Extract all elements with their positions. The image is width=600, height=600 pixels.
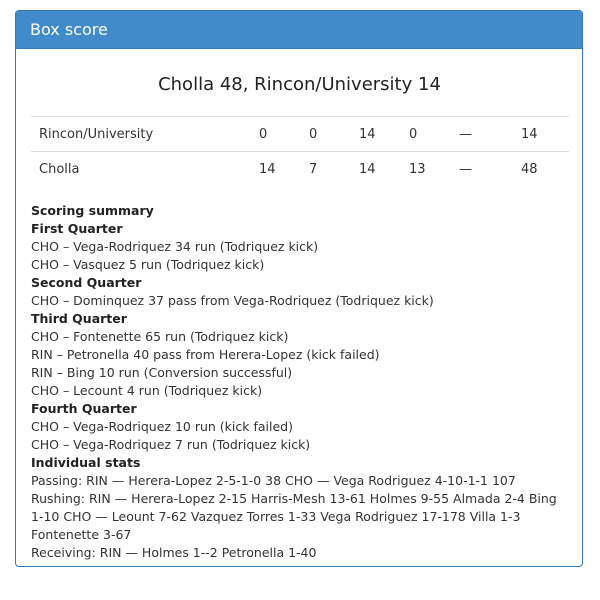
scoring-play: CHO – Fontenette 65 run (Todriquez kick): [31, 329, 289, 344]
rushing-stats: Rushing: RIN — Herera-Lopez 2-15 Harris-Mesh 13-61 Holmes 9-55 Almada 2-4 Bing 1-10 CHO — Leount 7-62 Vazquez Torres 1-33 Vega Rodriguez 17-178 Villa 1-3 Fontenette 3-67: [31, 491, 557, 542]
scoring-play: RIN – Petronella 40 pass from Herera-Lopez (kick failed): [31, 347, 380, 362]
receiving-stats: Receiving: RIN — Holmes 1--2 Petronella 1-40: [31, 545, 317, 560]
quarter-4-score: 0: [409, 126, 418, 142]
quarter-3-score: 14: [359, 126, 376, 142]
table-row: [31, 117, 569, 152]
quarter-1-score: 0: [259, 126, 268, 142]
scoring-play: CHO – Vega-Rodriquez 10 run (kick failed): [31, 419, 293, 434]
passing-stats: Passing: RIN — Herera-Lopez 2-5-1-0 38 CHO — Vega Rodriguez 4-10-1-1 107: [31, 473, 516, 488]
summary-heading: Scoring summary: [31, 203, 154, 218]
game-score-title: Cholla 48, Rincon/University 14: [158, 74, 441, 95]
quarter-heading: Third Quarter: [31, 311, 127, 326]
quarter-1-score: 14: [259, 161, 276, 177]
quarter-heading: Second Quarter: [31, 275, 142, 290]
individual-stats-heading: Individual stats: [31, 455, 141, 470]
total-score: 48: [521, 161, 538, 177]
team-name: Cholla: [39, 161, 80, 177]
box-score-panel: [15, 10, 583, 567]
panel-title: Box score: [16, 11, 582, 49]
quarter-heading: First Quarter: [31, 221, 123, 236]
quarter-heading: Fourth Quarter: [31, 401, 137, 416]
separator-dash: —: [459, 161, 472, 177]
scoring-play: CHO – Dominquez 37 pass from Vega-Rodriquez (Todriquez kick): [31, 293, 434, 308]
quarter-2-score: 0: [309, 126, 318, 142]
scoring-play: RIN – Bing 10 run (Conversion successful): [31, 365, 293, 380]
team-name: Rincon/University: [39, 126, 154, 142]
scoring-play: CHO – Vega-Rodriquez 7 run (Todriquez kick): [31, 437, 311, 452]
panel-body: [16, 72, 582, 562]
line-score-table: [31, 116, 569, 186]
scoring-summary: [31, 202, 568, 562]
table-row: [31, 152, 569, 187]
scoring-play: CHO – Vega-Rodriquez 34 run (Todriquez kick): [31, 239, 319, 254]
quarter-4-score: 13: [409, 161, 426, 177]
separator-dash: —: [459, 126, 472, 142]
scoring-play: CHO – Vasquez 5 run (Todriquez kick): [31, 257, 265, 272]
scoring-play: CHO – Lecount 4 run (Todriquez kick): [31, 383, 263, 398]
quarter-2-score: 7: [309, 161, 318, 177]
total-score: 14: [521, 126, 538, 142]
quarter-3-score: 14: [359, 161, 376, 177]
